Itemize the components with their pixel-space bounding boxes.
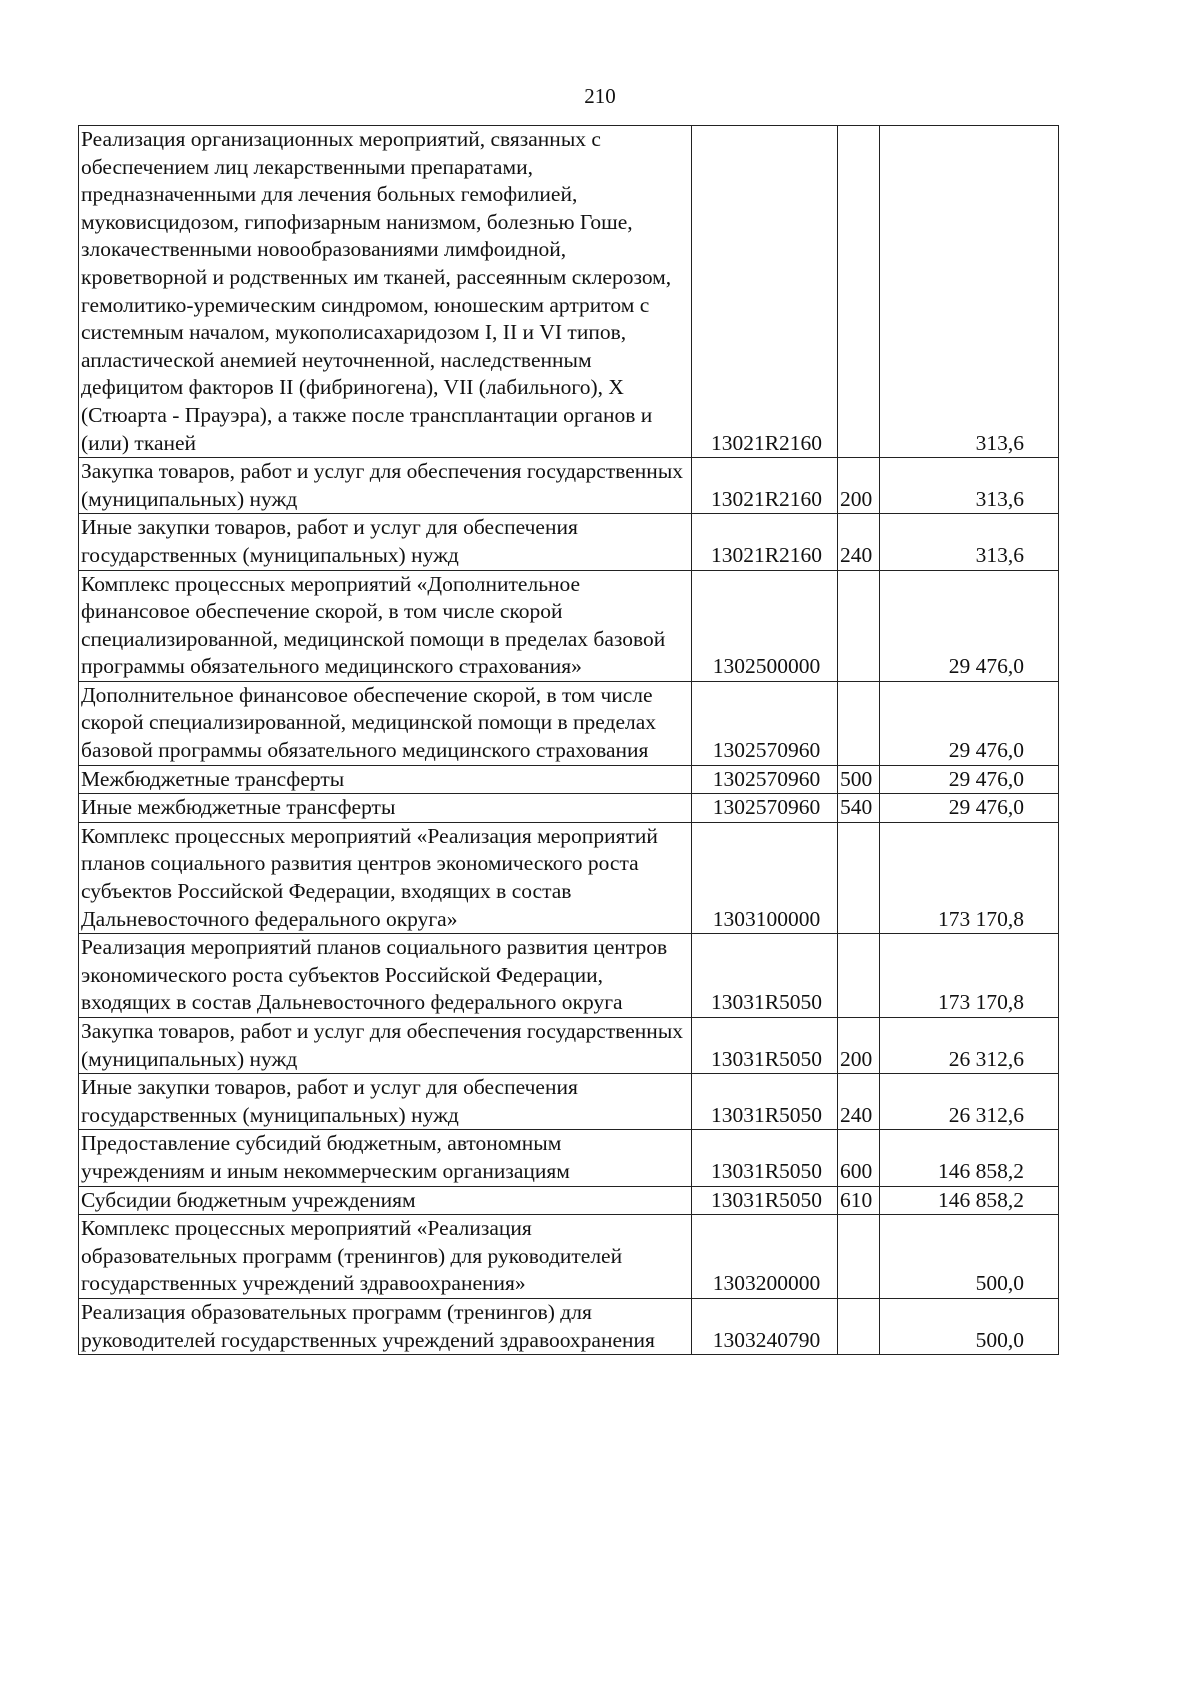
row-expense-type-cell — [838, 822, 880, 933]
row-target-code-cell — [692, 1018, 838, 1074]
row-amount-cell — [880, 822, 1059, 933]
table-row — [79, 681, 1059, 765]
row-description-cell — [79, 1018, 692, 1074]
row-amount: 313,6 — [975, 430, 1024, 455]
row-expense-type-cell — [838, 514, 880, 570]
row-target-code-cell — [692, 681, 838, 765]
row-amount-cell — [880, 1130, 1059, 1186]
table-row — [79, 934, 1059, 1018]
row-amount: 29 476,0 — [948, 766, 1024, 791]
row-description: Реализация образовательных программ (тренингов) для руководителей государственных учреждений здравоохранения — [81, 1299, 655, 1352]
row-amount: 146 858,2 — [938, 1187, 1024, 1212]
row-target-code-cell — [692, 934, 838, 1018]
table-row — [79, 794, 1059, 823]
row-target-code-cell — [692, 822, 838, 933]
row-description-cell — [79, 1215, 692, 1299]
row-description-cell — [79, 514, 692, 570]
row-expense-type-cell — [838, 765, 880, 794]
row-target-code-cell — [692, 458, 838, 514]
row-description: Предоставление субсидий бюджетным, автономным учреждениям и иным некоммерческим организациям — [81, 1131, 570, 1183]
row-target-code-cell — [692, 1074, 838, 1130]
row-description: Дополнительное финансовое обеспечение скорой, в том числе скорой специализированной, медицинской помощи в пределах базовой программы обязательного медицинского страхования — [81, 682, 657, 763]
table-row — [79, 514, 1059, 570]
row-description-cell — [79, 681, 692, 765]
row-expense-type: 240 — [840, 1102, 873, 1127]
row-amount: 29 476,0 — [948, 738, 1024, 763]
row-description: Комплекс процессных мероприятий «Дополнительное финансовое обеспечение скорой, в том числе скорой специализированной, медицинской помощи в пределах базовой программы обязательного медицинского страхования» — [81, 571, 666, 679]
row-description-cell — [79, 934, 692, 1018]
row-description: Субсидии бюджетным учреждениям — [81, 1187, 416, 1212]
row-target-code-cell — [692, 765, 838, 794]
row-description-cell — [79, 1298, 692, 1354]
row-amount-cell — [880, 126, 1059, 458]
row-amount: 146 858,2 — [938, 1158, 1024, 1183]
row-amount-cell — [880, 1215, 1059, 1299]
row-target-code-cell — [692, 1130, 838, 1186]
row-expense-type-cell — [838, 681, 880, 765]
row-amount-cell — [880, 1074, 1059, 1130]
budget-table-body — [79, 126, 1059, 1355]
row-amount: 173 170,8 — [938, 906, 1024, 931]
row-expense-type-cell — [838, 458, 880, 514]
row-amount-cell — [880, 458, 1059, 514]
row-description-cell — [79, 1186, 692, 1215]
row-target-code-cell — [692, 794, 838, 823]
row-target-code-cell — [692, 1186, 838, 1215]
row-description: Реализация организационных мероприятий, связанных с обеспечением лиц лекарственными препаратами, предназначенными для лечения больных гемофилией, муковисцидозом, гипофизарным нанизмом, болезнью Гоше, злокачественными новообразованиями лимфоидной, кроветворной и родственных им тканей, рассеянным склерозом, гемолитико-уремическим синдромом, юношеским артритом с системным началом, мукополисахаридозом I, II и VI типов, апластической анемией неуточненной, наследственным дефицитом факторов II (фибриногена), VII (лабильного), X (Стюарта - Прауэра), а также после трансплантации органов и (или) тканей — [81, 127, 672, 455]
row-amount-cell — [880, 765, 1059, 794]
table-row — [79, 570, 1059, 681]
row-target-code-cell — [692, 570, 838, 681]
row-expense-type-cell — [838, 794, 880, 823]
row-description: Иные закупки товаров, работ и услуг для обеспечения государственных (муниципальных) нужд — [81, 515, 578, 567]
row-target-code-cell — [692, 126, 838, 458]
row-target-code-cell — [692, 1298, 838, 1354]
row-target-code: 13021R2160 — [710, 430, 823, 455]
row-expense-type: 200 — [840, 486, 873, 511]
row-description: Иные закупки товаров, работ и услуг для обеспечения государственных (муниципальных) нужд — [81, 1075, 578, 1127]
row-amount-cell — [880, 794, 1059, 823]
row-target-code: 13021R2160 — [710, 486, 823, 511]
row-target-code: 13031R5050 — [710, 990, 823, 1015]
row-description: Закупка товаров, работ и услуг для обеспечения государственных (муниципальных) нужд — [81, 459, 684, 511]
row-expense-type-cell — [838, 1074, 880, 1130]
row-target-code: 13021R2160 — [710, 542, 823, 567]
row-expense-type-cell — [838, 126, 880, 458]
row-expense-type: 610 — [840, 1187, 873, 1212]
row-expense-type: 540 — [840, 795, 873, 820]
row-description: Комплекс процессных мероприятий «Реализация образовательных программ (тренингов) для руководителей государственных учреждений здравоохранения» — [81, 1216, 623, 1296]
row-target-code: 13031R5050 — [710, 1102, 823, 1127]
row-expense-type-cell — [838, 1186, 880, 1215]
row-amount-cell — [880, 1018, 1059, 1074]
row-target-code: 13031R5050 — [710, 1046, 823, 1071]
row-expense-type-cell — [838, 934, 880, 1018]
row-description: Реализация мероприятий планов социального развития центров экономического роста субъектов Российской Федерации, входящих в состав Дальневосточного федерального округа — [81, 935, 668, 1015]
table-row — [79, 126, 1059, 458]
row-description: Закупка товаров, работ и услуг для обеспечения государственных (муниципальных) нужд — [81, 1019, 684, 1071]
row-amount-cell — [880, 934, 1059, 1018]
page-number: 210 — [584, 84, 616, 108]
row-expense-type: 600 — [840, 1158, 873, 1183]
row-expense-type-cell — [838, 1298, 880, 1354]
row-expense-type: 240 — [840, 542, 873, 567]
row-target-code: 1302570960 — [712, 795, 821, 820]
row-amount: 500,0 — [975, 1327, 1024, 1352]
row-amount-cell — [880, 1298, 1059, 1354]
row-amount: 313,6 — [975, 542, 1024, 567]
row-amount: 26 312,6 — [948, 1102, 1024, 1127]
row-description-cell — [79, 794, 692, 823]
row-amount: 29 476,0 — [948, 795, 1024, 820]
row-expense-type-cell — [838, 1018, 880, 1074]
row-target-code: 1303100000 — [712, 906, 821, 931]
row-target-code-cell — [692, 1215, 838, 1299]
row-amount: 173 170,8 — [938, 990, 1024, 1015]
row-amount-cell — [880, 681, 1059, 765]
row-amount: 26 312,6 — [948, 1046, 1024, 1071]
row-amount: 313,6 — [975, 486, 1024, 511]
row-expense-type-cell — [838, 1130, 880, 1186]
row-description-cell — [79, 570, 692, 681]
row-target-code: 13031R5050 — [710, 1158, 823, 1183]
row-expense-type-cell — [838, 1215, 880, 1299]
row-target-code-cell — [692, 514, 838, 570]
row-description: Комплекс процессных мероприятий «Реализация мероприятий планов социального развития центров экономического роста субъектов Российской Федерации, входящих в состав Дальневосточного федерального округа» — [81, 823, 658, 931]
table-row — [79, 1186, 1059, 1215]
row-amount: 29 476,0 — [948, 654, 1024, 679]
table-row — [79, 765, 1059, 794]
table-row — [79, 1130, 1059, 1186]
row-target-code: 1303240790 — [712, 1327, 821, 1352]
row-description-cell — [79, 1074, 692, 1130]
row-description-cell — [79, 458, 692, 514]
row-target-code: 1302570960 — [712, 738, 821, 763]
row-description: Иные межбюджетные трансферты — [81, 795, 396, 820]
row-description-cell — [79, 765, 692, 794]
row-description: Межбюджетные трансферты — [81, 766, 345, 791]
table-row — [79, 1074, 1059, 1130]
row-amount-cell — [880, 570, 1059, 681]
row-target-code: 1302500000 — [712, 654, 821, 679]
row-description-cell — [79, 126, 692, 458]
row-target-code: 1303200000 — [712, 1271, 821, 1296]
row-target-code: 1302570960 — [712, 766, 821, 791]
budget-table — [78, 125, 1059, 1355]
row-description-cell — [79, 822, 692, 933]
row-expense-type-cell — [838, 570, 880, 681]
table-row — [79, 1018, 1059, 1074]
row-description-cell — [79, 1130, 692, 1186]
row-amount-cell — [880, 1186, 1059, 1215]
table-row — [79, 1215, 1059, 1299]
row-expense-type: 200 — [840, 1046, 873, 1071]
table-row — [79, 822, 1059, 933]
row-amount-cell — [880, 514, 1059, 570]
row-expense-type: 500 — [840, 766, 873, 791]
table-row — [79, 1298, 1059, 1354]
row-target-code: 13031R5050 — [710, 1187, 823, 1212]
table-row — [79, 458, 1059, 514]
row-amount: 500,0 — [975, 1271, 1024, 1296]
